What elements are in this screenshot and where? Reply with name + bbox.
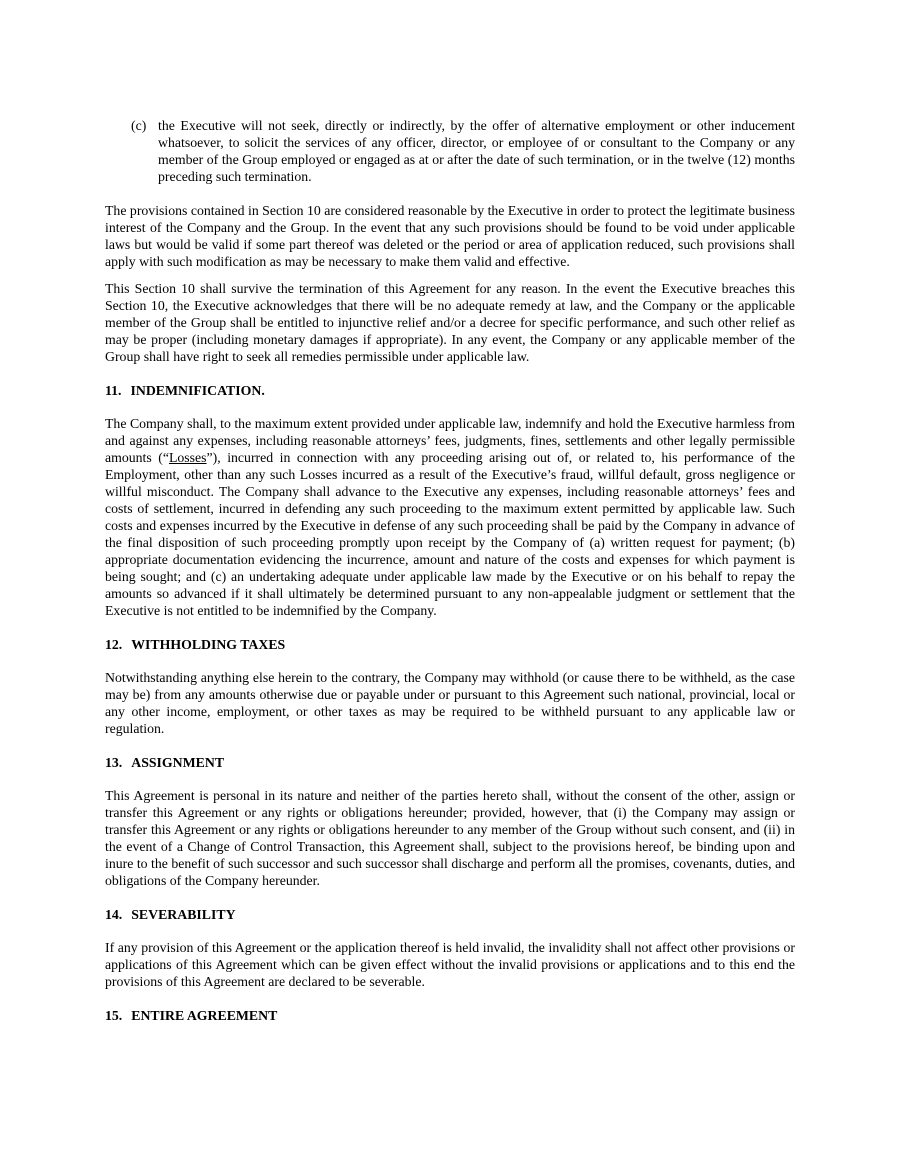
section-heading-indemnification [105,382,795,399]
section-heading-severability [105,906,795,923]
section-heading-assignment [105,754,795,771]
section-number: 12. [105,637,123,652]
section-number: 11. [105,383,122,398]
section-title: INDEMNIFICATION. [130,383,265,398]
section-title: WITHHOLDING TAXES [131,637,286,652]
indemnification-text-after: ”), incurred in connection with any proceeding arising out of, or related to, his performance of the Employment, other than any such Losses incurred as a result of the Executive’s fraud, willful default, gross negligence or willful misconduct. The Company shall advance to the Executive any expenses, including reasonable attorneys’ fees and costs of settlement, incurred in defending any such proceeding to the maximum extent permitted by applicable law. Such costs and expenses incurred by the Executive in defense of any such proceeding shall be paid by the Company in advance of the final disposition of such proceeding promptly upon receipt by the Company of (a) written request for payment; (b) appropriate documentation evidencing the incurrence, amount and nature of the costs and expenses for which payment is being sought; and (c) an undertaking adequate under applicable law made by the Executive or on his behalf to repay the amounts so advanced if it shall ultimately be determined pursuant to any non-appealable judgment or settlement that the Executive is not entitled to be indemnified by the Company. [105,450,795,618]
document-content [105,117,795,1040]
paragraph-severability: If any provision of this Agreement or the application thereof is held invalid, the invalidity shall not affect other provisions or applications of this Agreement which can be given effect without the invalid provisions or applications and to this end the provisions of this Agreement are declared to be severable. [105,940,795,989]
clause-c-text: the Executive will not seek, directly or indirectly, by the offer of alternative employment or other inducement whatsoever, to solicit the services of any officer, director, or employee of or consultant to the Company or any member of the Group employed or engaged as at or after the date of such termination, or in the twelve (12) months preceding such termination. [158,118,795,184]
paragraph-section10-reasonable: The provisions contained in Section 10 are considered reasonable by the Executive in order to protect the legitimate business interest of the Company and the Group. In the event that any such provisions should be found to be void under applicable laws but would be valid if some part thereof was deleted or the period or area of application reduced, such provisions shall apply with such modification as may be necessary to make them valid and effective. [105,203,795,269]
paragraph-section10-survival: This Section 10 shall survive the termination of this Agreement for any reason. In the event the Executive breaches this Section 10, the Executive acknowledges that there will be no adequate remedy at law, and the Company or the applicable member of the Group shall be entitled to injunctive relief and/or a decree for specific performance, and such other relief as may be proper (including monetary damages if appropriate). In any event, the Company or any applicable member of the Group shall have right to seek all remedies permissible under applicable law. [105,281,795,364]
clause-c-marker: (c) [131,118,147,133]
section-title: ASSIGNMENT [131,755,225,770]
paragraph-withholding-taxes: Notwithstanding anything else herein to the contrary, the Company may withhold (or cause there to be withheld, as the case may be) from any amounts otherwise due or payable under or pursuant to this Agreement such national, provincial, local or any other income, employment, or other taxes as may be required to be withheld pursuant to any applicable law or regulation. [105,670,795,736]
section-heading-entire-agreement [105,1007,795,1024]
paragraph-indemnification [105,415,795,619]
losses-defined-term: Losses [168,450,207,465]
paragraph-assignment: This Agreement is personal in its nature and neither of the parties hereto shall, without the consent of the other, assign or transfer this Agreement or any rights or obligations hereunder; provided, however, that (i) the Company may assign or transfer this Agreement or any rights or obligations hereunder to any member of the Group without such consent, and (ii) in the event of a Change of Control Transaction, this Agreement shall, subject to the provisions hereof, be binding upon and inure to the benefit of such successor and such successor shall discharge and perform all the promises, covenants, duties, and obligations of the Company hereunder. [105,788,795,888]
section-title: SEVERABILITY [131,907,236,922]
section-number: 14. [105,907,123,922]
section-title: ENTIRE AGREEMENT [131,1008,278,1023]
section-number: 13. [105,755,123,770]
section-heading-withholding-taxes [105,636,795,653]
clause-c [105,117,795,185]
indemnification-text-before: The Company shall, to the maximum extent provided under applicable law, indemnify and hold the Executive harmless from and against any expenses, including reasonable attorneys’ fees, judgments, fines, settlements and other legally permissible amounts (“ [105,416,795,465]
section-number: 15. [105,1008,123,1023]
